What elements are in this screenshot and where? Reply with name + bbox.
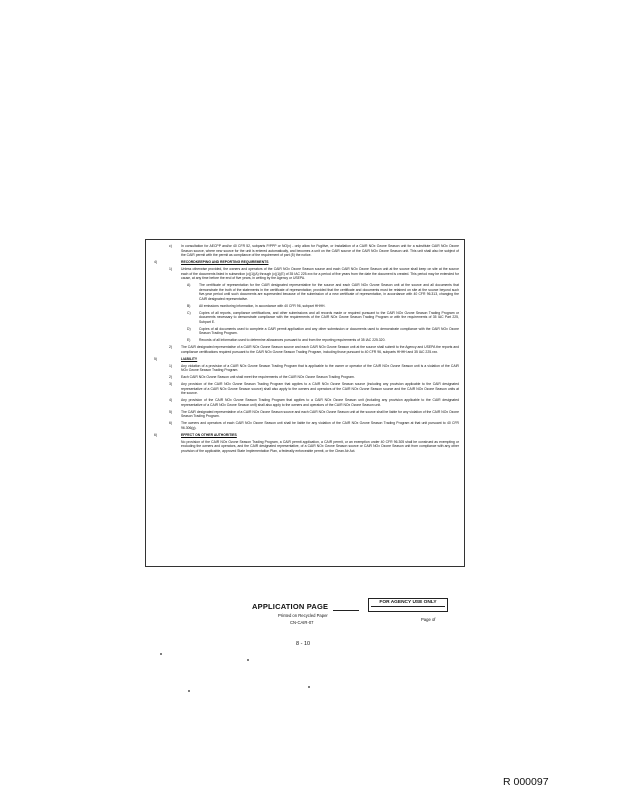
paragraph [151, 267, 459, 281]
paragraph-label: 2) [169, 345, 173, 349]
paragraph-text: Each CAIR NOx Ozone Season unit shall meet the requirements of the CAIR NOx Ozone Season Trading Program. [181, 375, 355, 379]
paragraph-label: 4) [169, 398, 173, 402]
paragraph-text: Any provision of the CAIR NOx Ozone Season Trading Program that applies to a CAIR NOx Ozone Season unit (including any provision applicable to the CAIR designated representative of a CAIR NOx Ozone Season unit) shall also apply to the owners and operators of the CAIR NOx Ozone Season unit. [181, 398, 459, 407]
paragraph-label: 6) [154, 432, 158, 437]
paragraph-label: 6) [169, 421, 173, 425]
paragraph-text: The owners and operators of each CAIR NOx Ozone Season unit shall be liable for any violation of the CAIR NOx Ozone Season Trading Program at that unit pursuant to 40 CFR 96.306(g). [181, 421, 459, 430]
paragraph-label: 2) [169, 375, 173, 379]
paragraph-label: C) [187, 310, 191, 315]
bates-number: R 000097 [503, 776, 549, 788]
paragraph [151, 283, 459, 301]
paragraph-label: 3) [169, 382, 173, 386]
paragraph-label: B) [187, 303, 191, 308]
agency-use-rule [371, 606, 445, 607]
paragraph-label: 4) [154, 260, 158, 264]
section-heading [151, 357, 459, 362]
paragraph-text: Records of all information used to determine allowances pursuant to and from the reporting requirements of 35 IAC 225.320. [199, 338, 386, 342]
page-of-label: Page of [421, 617, 436, 622]
paragraph-text: All emissions monitoring information, in accordance with 40 CFR 96, subpart HHHH. [199, 303, 326, 308]
scan-speck [160, 653, 162, 655]
paragraph-label: D) [187, 326, 191, 331]
application-page-blank [333, 610, 359, 611]
paragraph-text: The CAIR designated representative of a CAIR NOx Ozone Season source and each CAIR NOx Ozone Season unit at the source shall submit to the Agency and USEPA the reports and compliance certifications required pursuant to the CAIR NOx Ozone Season Trading Program, including those pursuant to 40 CFR 96, subparts HHHH and 35 IAC 225.xxx. [181, 345, 459, 354]
paragraph-label: 1) [169, 363, 173, 368]
scan-speck [188, 690, 190, 692]
paragraph [151, 311, 459, 325]
application-page-label: APPLICATION PAGE [252, 602, 329, 611]
paragraph [151, 364, 459, 373]
paragraph [151, 410, 459, 419]
form-id: CN-CAIR-07 [290, 620, 314, 625]
paragraph [151, 304, 459, 309]
paragraph-label: A) [187, 283, 191, 287]
section-heading-text: LIABILITY [181, 356, 198, 361]
paragraph-text: Copies of all reports, compliance certifications, and other submissions and all records made or required pursuant to the CAIR NOx Ozone Season Trading Program or documents necessary to demonstrate compliance with the requirements of the CAIR NOx Ozone Season Trading Program or with the requirements of 35 IAC Part 225, Subpart E. [199, 310, 459, 324]
agency-use-label: FOR AGENCY USE ONLY [379, 600, 437, 605]
section-heading [151, 433, 459, 438]
document-body [145, 239, 465, 567]
paragraph-label: E) [187, 338, 191, 342]
paragraph-text: No provision of the CAIR NOx Ozone Season Trading Program, a CAIR permit application, a CAIR permit, or an exemption under 40 CFR 96.305 shall be construed as exempting or excluding the owners and operators, and the CAIR designated representative, of a CAIR NOx Ozone Season source or CAIR NOx Ozone Season unit from compliance with any other provision of the applicable, approved State Implementation Plan, a federally enforceable permit, or the Clean Air Act. [181, 439, 459, 453]
paragraph-label: 5) [154, 356, 158, 361]
paragraph [151, 382, 459, 396]
page-number: 8 - 10 [296, 641, 311, 647]
paragraph-text: Unless otherwise provided, the owners and operators of the CAIR NOx Ozone Season source and each CAIR NOx Ozone Season unit at the source shall keep on site at the source each of the documents listed in subsection (c)(1)(A) through (c)(1)(E) of 35 IAC 225.xxx for a period of five years from the date the document is created. This period may be extended for cause, at any time before the end of five years, in writing by the Agency or USEPA. [181, 267, 459, 280]
paragraph [151, 421, 459, 430]
printed-on-recycled-paper: Printed on Recycled Paper [278, 613, 328, 618]
scan-speck [308, 686, 310, 688]
paragraph [151, 327, 459, 336]
paragraph [151, 345, 459, 354]
paragraph-text: The CAIR designated representative of a CAIR NOx Ozone Season source and each CAIR NOx Ozone Season unit at the source shall be liable for any violation of the CAIR NOx Ozone Season Trading Program. [181, 409, 459, 418]
agency-use-box [368, 598, 448, 612]
paragraph-text: Any violation of a provision of a CAIR NOx Ozone Season Trading Program that is applicable to the owner or operator of the CAIR NOx Ozone Season unit is a violation of the CAIR NOx Ozone Season Trading Program. [181, 363, 459, 372]
paragraph-text: Any provision of the CAIR NOx Ozone Season Trading Program that applies to a CAIR NOx Ozone Season source (including any provision applicable to the CAIR designated representative of a CAIR NOx Ozone Season source) shall also apply to the owners and operators of the CAIR NOx Ozone Season source and the CAIR NOx Ozone Season units at the source. [181, 382, 459, 395]
paragraph-text: The certificate of representation for the CAIR designated representative for the source and each CAIR NOx Ozone Season unit at the source and all documents that demonstrate the truth of the statements in the certificate of representation; provided that the certificate and documents must be retained on site at the source beyond such five-year period until such documents are superseded because of the submission of a new certificate of representation, in accordance with 40 CFR 96.313, changing the CAIR designated representative. [199, 283, 459, 301]
paragraph [151, 375, 459, 380]
paragraph [151, 440, 459, 454]
paragraph-label: 5) [169, 409, 173, 414]
paragraph-text: Copies of all documents used to complete a CAIR permit application and any other submission or documents used to demonstrate compliance with the CAIR NOx Ozone Season Trading Program. [199, 326, 459, 335]
section-heading-text: EFFECT ON OTHER AUTHORITIES [181, 432, 237, 437]
paragraph-label: c) [169, 244, 172, 248]
paragraph [151, 398, 459, 407]
paragraph-label: 1) [169, 267, 173, 271]
paragraph [151, 244, 459, 258]
paragraph [151, 338, 459, 343]
section-heading [151, 260, 459, 265]
scan-speck [247, 659, 249, 661]
section-heading-text: RECORDKEEPING AND REPORTING REQUIREMENTS [181, 260, 269, 264]
paragraph-text: In consultation for AECPP and/or 40 CFR 52, subparts P/PPP or NO(x) - only allow for Fugitive, or Installation of a CAIR NOx Ozone Season unit for a substitute CAIR NOx Ozone Season source, where new source for the unit is entered automatically, and becomes a unit on the CAIR source of the CAIR NOx Ozone Season unit. This unit shall also be subject of the CAIR permit with the permit as compliance of the requirement of part (5) the notice. [181, 244, 459, 257]
